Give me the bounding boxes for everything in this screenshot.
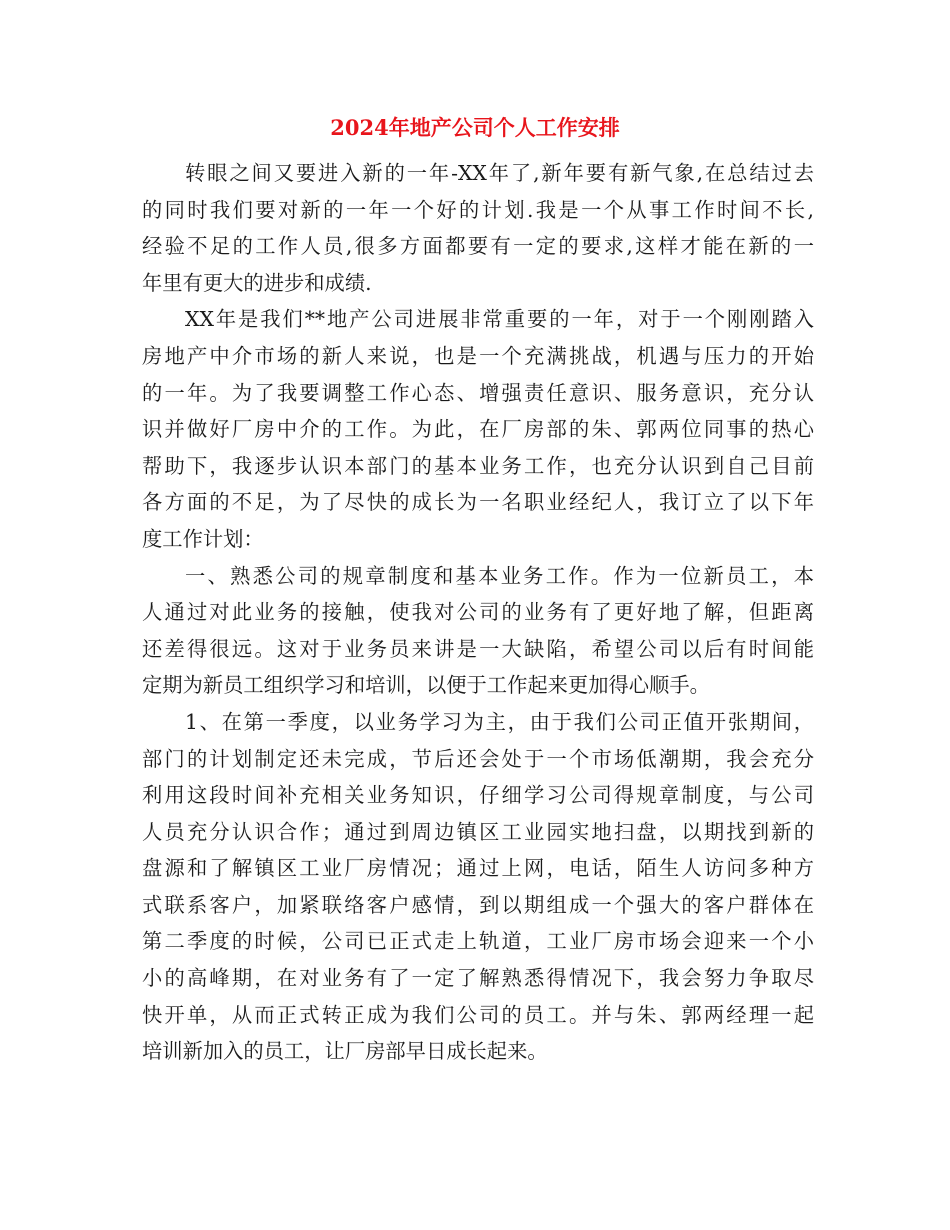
- text-line: 培训新加入的员工，让厂房部早日成长起来。: [142, 1039, 548, 1064]
- text-line: 年里有更大的进步和成绩.: [142, 270, 372, 295]
- text-line: 帮助下，我逐步认识本部门的基本业务工作，也充分认识到自己目前: [142, 453, 814, 478]
- document-title: 2024年地产公司个人工作安排: [330, 115, 620, 140]
- text-line: 转眼之间又要进入新的一年-XX年了,新年要有新气象,在总结过去: [185, 161, 814, 185]
- text-line: 经验不足的工作人员,很多方面都要有一定的要求,这样才能在新的一: [142, 234, 814, 259]
- paragraph-2: [142, 301, 814, 557]
- text-line: 利用这段时间补充相关业务知识，仔细学习公司得规章制度，与公司: [142, 783, 814, 808]
- text-line: 部门的计划制定还未完成，节后还会处于一个市场低潮期，我会充分: [142, 746, 814, 771]
- paragraph-1: [142, 155, 814, 301]
- text-line: 的同时我们要对新的一年一个好的计划.我是一个从事工作时间不长,: [142, 197, 814, 222]
- document-body: [142, 155, 814, 1070]
- paragraph-4: [142, 704, 814, 1070]
- text-line: 人通过对此业务的接触，使我对公司的业务有了更好地了解，但距离: [142, 600, 814, 625]
- text-line: 人员充分认识合作；通过到周边镇区工业园实地扫盘，以期找到新的: [142, 819, 814, 844]
- text-line: 1、在第一季度，以业务学习为主，由于我们公司正值开张期间，: [185, 709, 814, 734]
- text-line: 识并做好厂房中介的工作。为此，在厂房部的朱、郭两位同事的热心: [142, 417, 814, 442]
- text-line: 还差得很远。这对于业务员来讲是一大缺陷，希望公司以后有时间能: [142, 636, 814, 661]
- text-line: 度工作计划：: [142, 526, 264, 551]
- text-line: 定期为新员工组织学习和培训，以便于工作起来更加得心顺手。: [142, 673, 710, 698]
- text-line: 的一年。为了我要调整工作心态、增强责任意识、服务意识，充分认: [142, 380, 814, 405]
- text-line: XX年是我们**地产公司进展非常重要的一年，对于一个刚刚踏入: [185, 307, 814, 332]
- text-line: 快开单，从而正式转正成为我们公司的员工。并与朱、郭两经理一起: [142, 1002, 814, 1027]
- text-line: 盘源和了解镇区工业厂房情况；通过上网，电话，陌生人访问多种方: [142, 856, 814, 881]
- text-line: 第二季度的时候，公司已正式走上轨道，工业厂房市场会迎来一个小: [142, 929, 814, 954]
- text-line: 房地产中介市场的新人来说，也是一个充满挑战，机遇与压力的开始: [142, 343, 814, 368]
- text-line: 式联系客户，加紧联络客户感情，到以期组成一个强大的客户群体在: [142, 892, 814, 917]
- paragraph-3: [142, 558, 814, 704]
- text-line: 各方面的不足，为了尽快的成长为一名职业经纪人，我订立了以下年: [142, 490, 814, 515]
- text-line: 一、熟悉公司的规章制度和基本业务工作。作为一位新员工，本: [185, 563, 814, 588]
- text-line: 小的高峰期，在对业务有了一定了解熟悉得情况下，我会努力争取尽: [142, 966, 814, 991]
